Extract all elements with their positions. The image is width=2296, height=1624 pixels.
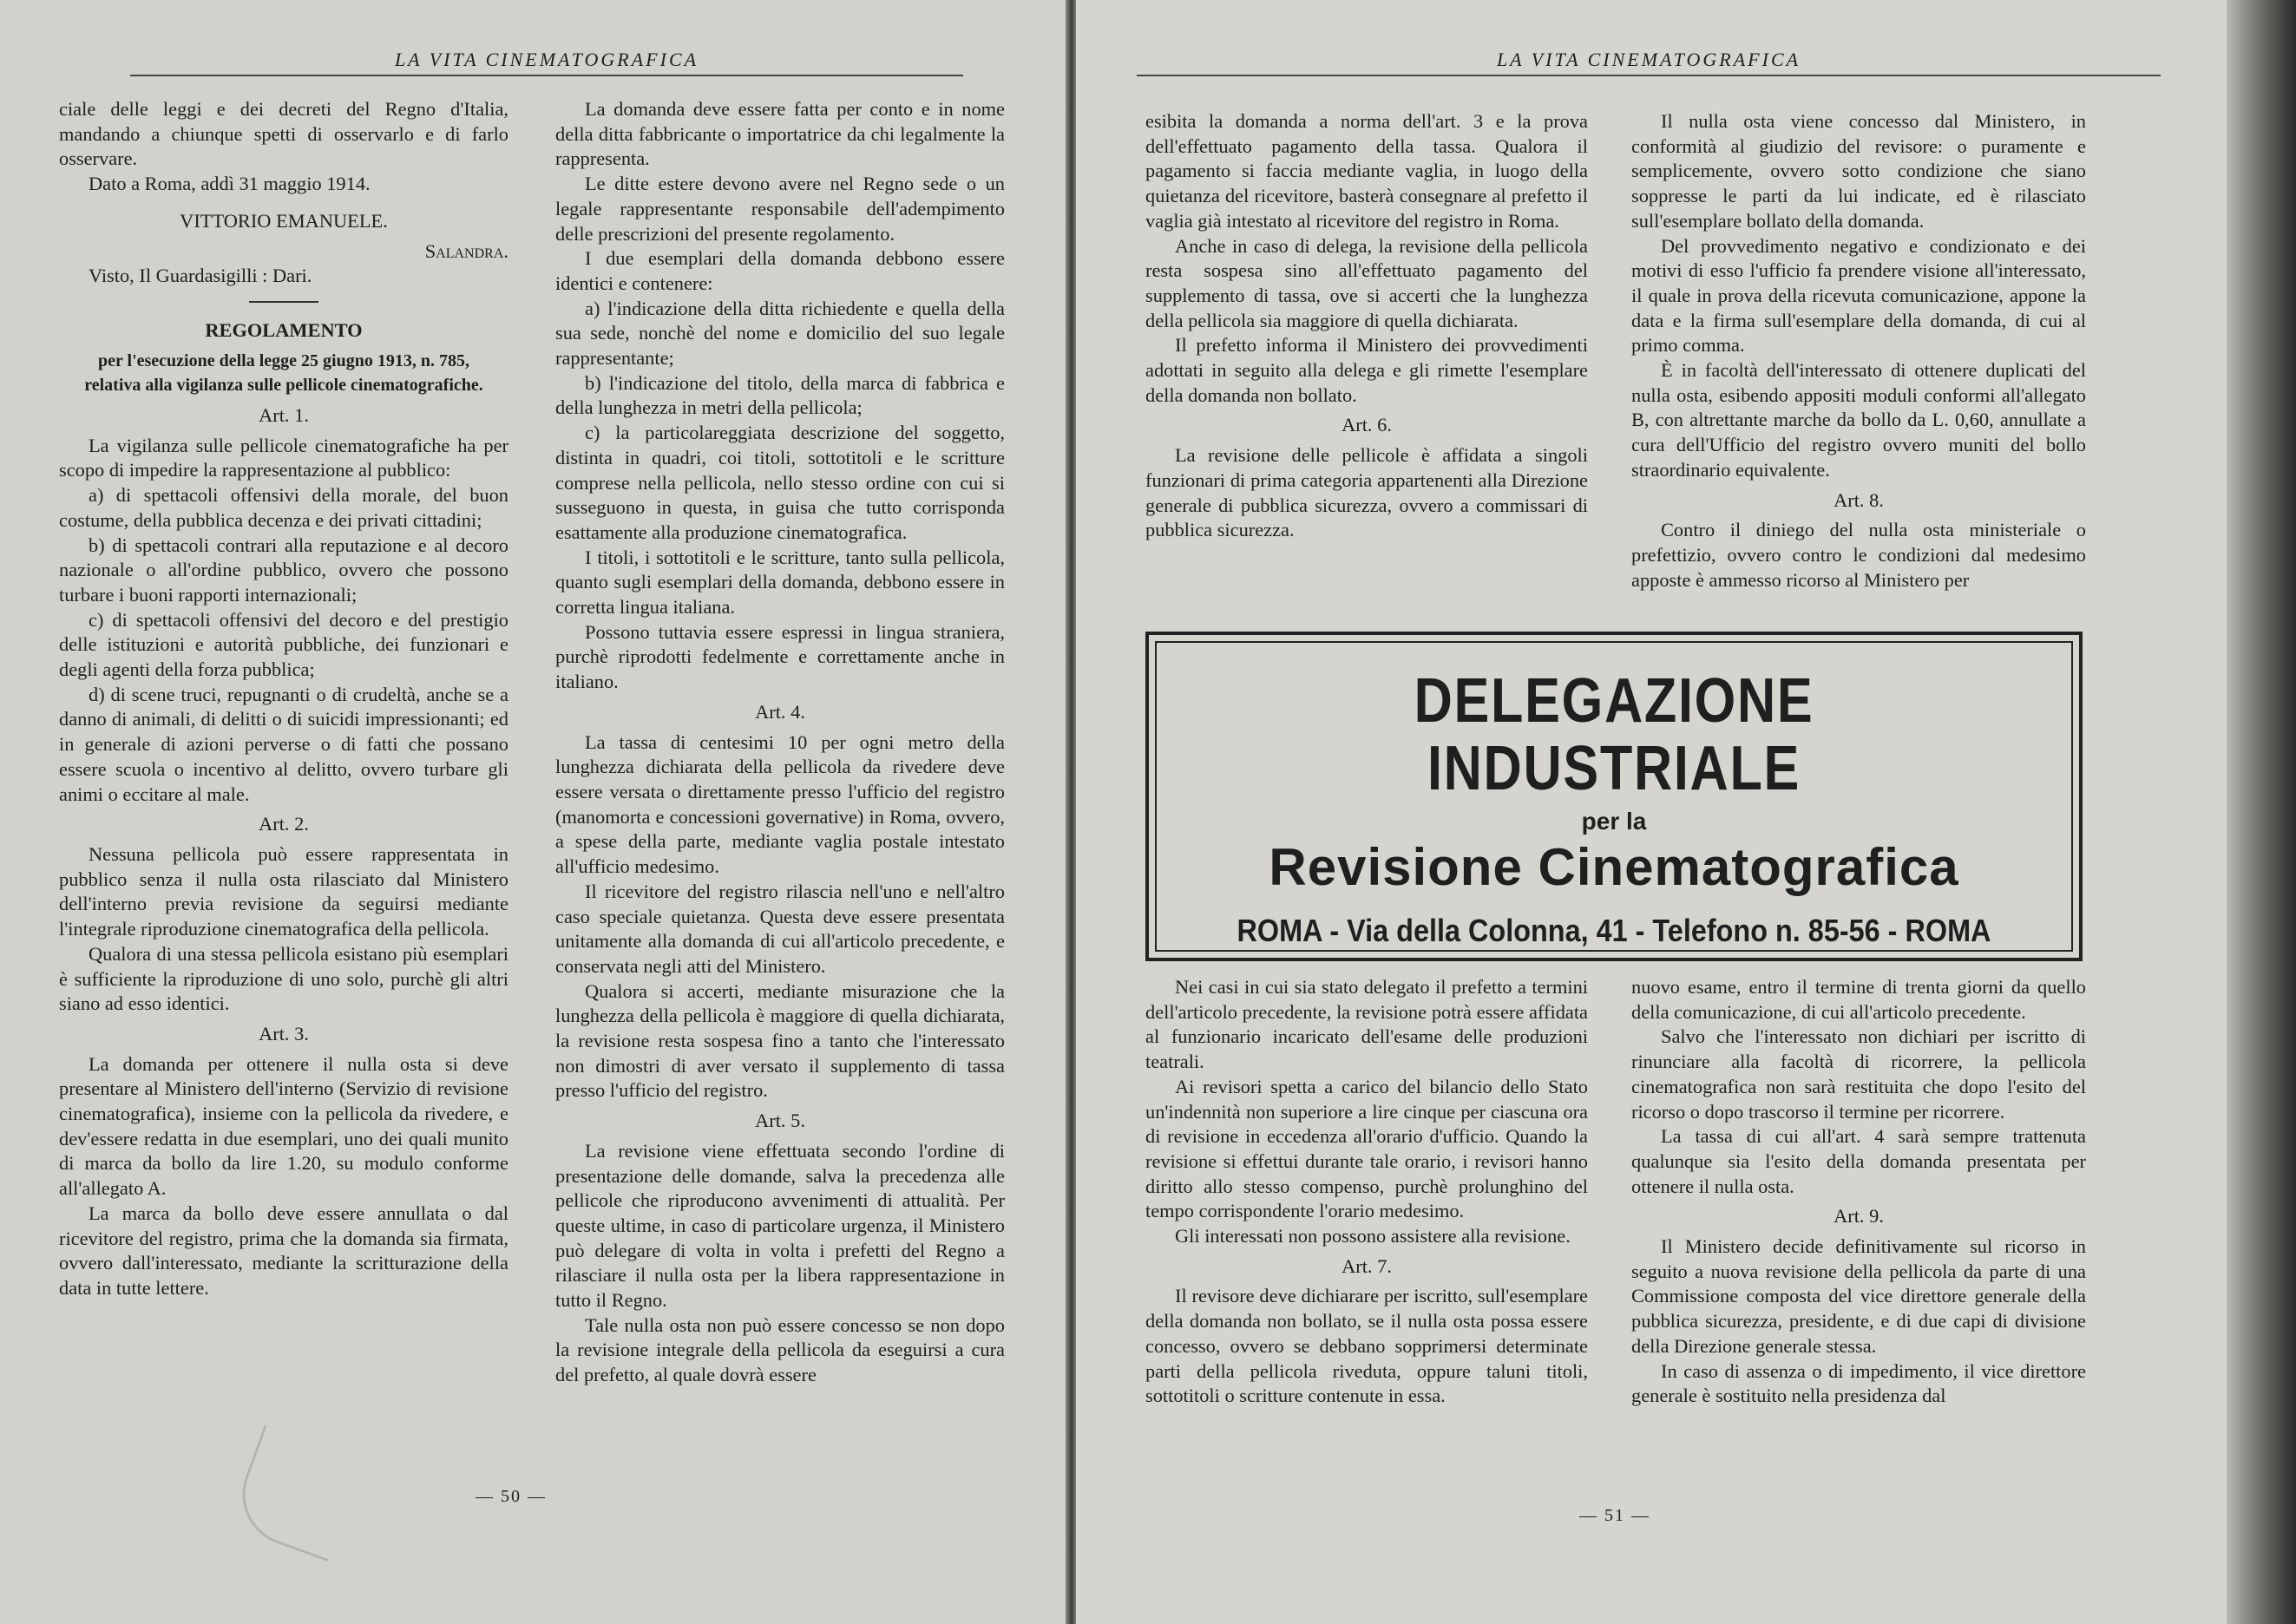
right-column-1-bottom [1145, 975, 1588, 1409]
page-number-left: — 50 — [476, 1487, 547, 1506]
text-paragraph: Ai revisori spetta a carico del bilancio dello Stato un'indennità non superiore a lire cinque per ciascuna ora di revisione in eccedenza all'orario d'ufficio. Quando la revisione si effettui durante tale orario, i revisori hanno diritto allo stesso compenso, purchè prolunghino del tempo corrispondente l'orario medesimo. [1145, 1075, 1588, 1222]
text-paragraph: In caso di assenza o di impedimento, il vice direttore generale è sostituito nella presidenza dal [1631, 1359, 2086, 1407]
text-paragraph: ciale delle leggi e dei decreti del Regno d'Italia, mandando a chiunque spetti di osservarlo e di farlo osservare. [59, 98, 508, 170]
text-paragraph: Qualora si accerti, mediante misurazione che la lunghezza della pellicola è maggiore di quella dichiarata, la revisione resta sospesa fino a tanto che l'interessato non dimostri di aver versato il supplemento di tassa presso l'ufficio del registro. [555, 979, 1005, 1102]
text-paragraph: Possono tuttavia essere espressi in lingua straniera, purchè riprodotti fedelmente e correttamente anche in italiano. [555, 620, 1005, 693]
text-paragraph: esibita la domanda a norma dell'art. 3 e la prova dell'effettuato pagamento della tassa. Qualora il pagamento si faccia mediante vaglia, in luogo della quietanza del ricevitore, basterà consegnare al prefetto il vaglia già intestato al ricevitore del registro in Roma. [1145, 110, 1588, 232]
text-paragraph: La vigilanza sulle pellicole cinematografiche ha per scopo di impedire la rappresentazione al pubblico: [59, 434, 508, 481]
text-paragraph: Gli interessati non possono assistere alla revisione. [1175, 1225, 1571, 1247]
article-heading: Art. 8. [1834, 488, 1884, 511]
left-page [0, 0, 1067, 1624]
text-paragraph: a) di spettacoli offensivi della morale, del buon costume, della pubblica decenza e dei privati cittadini; [59, 484, 508, 531]
text-paragraph: b) l'indicazione del titolo, della marca di fabbrica e della lunghezza in metri della pellicola; [555, 371, 1005, 419]
left-column-2 [555, 97, 1005, 1388]
text-paragraph: b) di spettacoli contrari alla reputazione e al decoro nazionale o all'ordine pubblico, ovvero che possono turbare i buoni rapporti internazionali; [59, 534, 508, 606]
regolamento-subtitle: per l'esecuzione della legge 25 giugno 1913, n. 785, relativa alla vigilanza sulle pellicole cinematografiche. [84, 350, 483, 396]
ad-title: DELEGAZIONE INDUSTRIALE [1414, 666, 1814, 803]
page-edge-shadow [2227, 0, 2296, 1624]
article-heading: Art. 5. [755, 1110, 805, 1132]
text-paragraph: La domanda deve essere fatta per conto e in nome della ditta fabbricante o importatrice da chi legalmente la rappresenta. [555, 98, 1005, 170]
article-heading: Art. 3. [259, 1022, 309, 1044]
text-paragraph: Del provvedimento negativo e condizionato e dei motivi di esso l'ufficio fa prendere visione all'interessato, il quale in prova della ricevuta comunicazione, appone la data e la firma sull'esemplare della domanda, di cui al primo comma. [1631, 234, 2086, 357]
ad-title-2: Revisione Cinematografica [1269, 838, 1959, 896]
text-paragraph: I titoli, i sottotitoli e le scritture, tanto sulla pellicola, quanto sugli esemplari della domanda, debbono essere in corretta lingua italiana. [555, 546, 1005, 619]
right-column-1-top [1145, 109, 1588, 543]
visto-line: Visto, Il Guardasigilli : Dari. [89, 265, 312, 287]
text-paragraph: La revisione viene effettuata secondo l'ordine di presentazione delle domande, salva la precedenza alle pellicole che riproducono avvenimenti di attualità. Per queste ultime, in caso di particolare urgenza, il Ministero può delegare di volta in volta i prefetti del Regno a rilasciare il nulla osta per la libera rappresentazione in tutto il Regno. [555, 1139, 1005, 1312]
text-paragraph: Nei casi in cui sia stato delegato il prefetto a termini dell'articolo precedente, la revisione potrà essere affidata al funzionario incaricato dell'esame delle produzioni teatrali. [1145, 976, 1588, 1073]
text-paragraph: Il prefetto informa il Ministero dei provvedimenti adottati in seguito alla delega e gli rimette l'esemplare della domanda non bollato. [1145, 334, 1588, 406]
pencil-mark [228, 1425, 365, 1562]
text-paragraph: Tale nulla osta non può essere concesso se non dopo la revisione integrale della pellicola da eseguirsi a cura del prefetto, al quale dovrà essere [555, 1313, 1005, 1386]
article-heading: Art. 1. [259, 404, 309, 427]
article-heading: Art. 9. [1834, 1205, 1884, 1228]
text-paragraph: Salvo che l'interessato non dichiari per iscritto di rinunciare alla facoltà di ricorrere, la pellicola cinematografica non sarà restituita che dopo l'esito del ricorso o dopo trascorso il termine per ricorrere. [1631, 1025, 2086, 1123]
text-paragraph: Contro il diniego del nulla osta ministeriale o prefettizio, ovvero contro le condizioni dal medesimo apposte è ammesso ricorso al Ministero per [1631, 519, 2086, 591]
text-paragraph: I due esemplari della domanda debbono essere identici e contenere: [555, 247, 1005, 294]
text-paragraph: La tassa di centesimi 10 per ogni metro della lunghezza dichiarata della pellicola da rivedere deve essere versata o direttamente presso l'ufficio del registro (manomorta e concessioni governative) in Roma, ovvero, a spese della parte, mediante vaglia postale intestato all'ufficio medesimo. [555, 730, 1005, 878]
text-paragraph: Il nulla osta viene concesso dal Ministero, in conformità al giudizio del revisore: o puramente e semplicemente, ovvero sotto condizione che siano soppresse le parti da lui indicate, ed è rilasciato sull'esemplare bollato della domanda. [1631, 110, 2086, 232]
running-head-left: LA VITA CINEMATOGRAFICA [130, 49, 963, 76]
text-paragraph: La marca da bollo deve essere annullata o dal ricevitore del registro, prima che la domanda sia firmata, ovvero dall'interessato, mediante la scritturazione della data in tutte lettere. [59, 1202, 508, 1299]
text-paragraph: a) l'indicazione della ditta richiedente e quella della sua sede, nonchè del nome e domicilio del suo legale rappresentante; [555, 297, 1005, 370]
text-paragraph: Il ricevitore del registro rilascia nell'uno e nell'altro caso speciale quietanza. Questa deve essere presentata unitamente alla domanda di cui all'articolo precedente, e conservata negli atti del Ministero. [555, 880, 1005, 977]
ad-address: ROMA - Via della Colonna, 41 - Telefono n. 85-56 - ROMA [1237, 913, 1991, 948]
text-paragraph: La revisione delle pellicole è affidata a singoli funzionari di prima categoria appartenenti alla Direzione generale di pubblica sicurezza, ovvero a commissari di pubblica sicurezza. [1145, 444, 1588, 541]
text-paragraph: Anche in caso di delega, la revisione della pellicola resta sospesa sino all'effettuato pagamento del supplemento di tassa, ove si accerti che la lunghezza della pellicola sia maggiore di quella dichiarata. [1145, 234, 1588, 331]
text-paragraph: Qualora di una stessa pellicola esistano più esemplari è sufficiente la riproduzione di uno solo, purchè gli altri siano ad esso identici. [59, 942, 508, 1015]
regolamento-title: REGOLAMENTO [205, 318, 363, 341]
text-paragraph: Il revisore deve dichiarare per iscritto, sull'esemplare della domanda non bollato, se il nulla osta possa essere concesso, ovvero se debbano sopprimersi determinate parti della pellicola riveduta, oppure taluni titoli, sottotitoli o scritture contenute in essa. [1145, 1285, 1588, 1407]
text-paragraph: nuovo esame, entro il termine di trenta giorni da quello della comunicazione, di cui all'articolo precedente. [1631, 976, 2086, 1023]
article-heading: Art. 6. [1342, 414, 1392, 436]
left-column-1 [59, 97, 508, 1301]
text-paragraph: Il Ministero decide definitivamente sul ricorso in seguito a nuova revisione della pellicola da parte di una Commissione composta del vice direttore generale della pubblica sicurezza, presidente, e di due capi di divisione della Direzione generale stessa. [1631, 1235, 2086, 1357]
text-paragraph: Nessuna pellicola può essere rappresentata in pubblico senza il nulla osta rilasciato dal Ministero dell'interno previa revisione da seguirsi mediante l'integrale riproduzione cinematografica della pellicola. [59, 842, 508, 940]
article-heading: Art. 2. [259, 813, 309, 835]
text-paragraph: La domanda per ottenere il nulla osta si deve presentare al Ministero dell'interno (Servizio di revisione cinematografica), insieme con la pellicola da rivedere, e dev'essere redatta in due esemplari, uno dei quali munito di marca da bollo da lire 1.20, su modulo conforme all'allegato A. [59, 1052, 508, 1200]
page-number-right: — 51 — [1579, 1506, 1650, 1525]
minister-signature: Salandra. [424, 239, 508, 262]
advertisement-box [1145, 632, 2083, 961]
signer: VITTORIO EMANUELE. [180, 209, 388, 232]
running-head-right: LA VITA CINEMATOGRAFICA [1137, 49, 2161, 76]
text-paragraph: c) la particolareggiata descrizione del soggetto, distinta in quadri, coi titoli, sottotitoli e le scritture comprese nella pellicola, nello stesso ordine con cui si susseguono in questa, in guisa che tutto corrisponda esattamente alla produzione cinematografica. [555, 422, 1005, 543]
text-paragraph: d) di scene truci, repugnanti o di crudeltà, anche se a danno di animali, di delitti o di suicidi impressionanti; ed in generale di azioni perverse o di fatti che possano essere scuola o incentivo al delitto, ovvero turbare gli animi o eccitare al male. [59, 683, 508, 805]
text-paragraph: Le ditte estere devono avere nel Regno sede o un legale rappresentante responsabile dell'adempimento delle prescrizioni del presente regolamento. [555, 173, 1005, 245]
advertisement-inner-frame [1155, 641, 2073, 952]
ad-subtitle: per la [1581, 808, 1647, 835]
text-paragraph: Dato a Roma, addì 31 maggio 1914. [89, 173, 371, 195]
text-paragraph: La tassa di cui all'art. 4 sarà sempre trattenuta qualunque sia l'esito della domanda presentata per ottenere il nulla osta. [1631, 1125, 2086, 1197]
article-heading: Art. 7. [1342, 1254, 1392, 1277]
text-paragraph: c) di spettacoli offensivi del decoro e del prestigio delle istituzioni e autorità pubbliche, dei funzionari e degli agenti della forza pubblica; [59, 608, 508, 681]
right-column-2-top [1631, 109, 2086, 593]
text-paragraph: È in facoltà dell'interessato di ottenere duplicati del nulla osta, esibendo appositi moduli conformi all'allegato B, con altrettante marche da bollo da L. 0,60, annullate a cura dell'Ufficio del registro ovvero muniti del bollo straordinario equivalente. [1631, 359, 2086, 481]
divider [249, 301, 318, 303]
right-column-2-bottom [1631, 975, 2086, 1409]
article-heading: Art. 4. [755, 700, 805, 723]
